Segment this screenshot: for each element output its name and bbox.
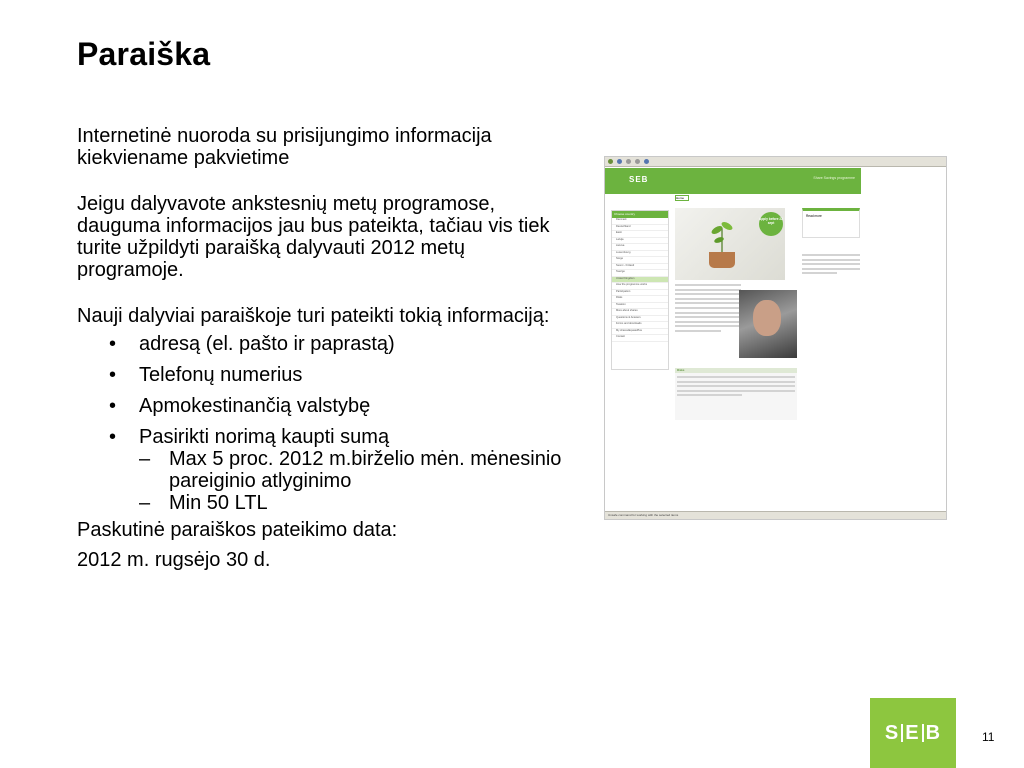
- nav-item: Taxation: [612, 303, 668, 310]
- nav-item: Contact: [612, 335, 668, 342]
- sub-bullet-min: – Min 50 LTL: [139, 492, 577, 514]
- slide-title: Paraiška: [77, 36, 211, 72]
- logo-separator: [922, 724, 924, 742]
- amount-sub-list: [139, 448, 577, 514]
- intro-text-block: [675, 284, 741, 335]
- risks-title: Risks: [675, 368, 797, 373]
- bullet-phone: • Telefonų numerius: [107, 364, 577, 386]
- country-nav: [611, 210, 669, 370]
- nav-item: Participation: [612, 290, 668, 297]
- video-text: [802, 254, 860, 277]
- logo-letter-e: E: [905, 721, 920, 744]
- bullet-address: • adresą (el. pašto ir paprastą): [107, 333, 577, 355]
- nav-item: Sverige: [612, 270, 668, 277]
- read-more-box: [802, 208, 860, 238]
- nav-item: Danmark: [612, 218, 668, 225]
- page-number: 11: [982, 730, 995, 744]
- favorites-icon: [644, 159, 649, 164]
- nav-item: Suomi - Finland: [612, 264, 668, 271]
- logo-letter-b: B: [925, 721, 942, 744]
- read-more-title: Read more: [806, 214, 822, 218]
- back-icon: [608, 159, 613, 164]
- nav-item: Questions & Answers: [612, 316, 668, 323]
- face-shape: [753, 300, 781, 336]
- bullet-amount-text: Pasirikti norimą kaupti sumą: [139, 426, 390, 448]
- deadline-label: Paskutinė paraiškos pateikimo data:: [77, 519, 398, 541]
- plant-icon: [711, 216, 733, 256]
- seb-site: [605, 168, 861, 513]
- country-nav-head: Choose country: [612, 211, 668, 218]
- nav-item: Norge: [612, 257, 668, 264]
- nav-item: More about shares: [612, 309, 668, 316]
- seb-logo: [870, 698, 956, 768]
- bullet-tax-country: • Apmokestinančią valstybę: [107, 395, 577, 417]
- forward-icon: [617, 159, 622, 164]
- home-icon: [635, 159, 640, 164]
- nav-item: United Kingdom: [612, 277, 668, 284]
- nav-item: Risks: [612, 296, 668, 303]
- site-header: [605, 168, 861, 194]
- site-tagline: Share Savings programme: [813, 176, 855, 180]
- tab-home: Home: [675, 195, 689, 201]
- nav-item: Eesti: [612, 231, 668, 238]
- paragraph-previous-participants: Jeigu dalyvavote ankstesnių metų programose, dauguma informacijos jau bus pateikta, tačiau vis tiek turite užpildyti paraišką dalyvauti 2012 metų programoje.: [77, 193, 550, 281]
- portrait-photo: [739, 290, 797, 358]
- nav-item: Deutschland: [612, 225, 668, 232]
- nav-item: Lietuva: [612, 244, 668, 251]
- browser-toolbar: [605, 157, 946, 167]
- bullet-amount: [107, 426, 577, 514]
- pot-shape: [709, 252, 735, 268]
- logo-letter-s: S: [884, 721, 900, 744]
- apply-badge: Apply before 22 sept: [759, 212, 783, 236]
- slide-body: [77, 125, 577, 571]
- refresh-icon: [626, 159, 631, 164]
- hero-image: [675, 208, 785, 280]
- nav-item: My shares/EquatePlus: [612, 329, 668, 336]
- nav-item: How the programme works: [612, 283, 668, 290]
- site-logo: SEB: [629, 175, 649, 184]
- nav-item: Latvija: [612, 238, 668, 245]
- sub-bullet-max: – Max 5 proc. 2012 m.birželio mėn. mėnesinio pareiginio atlyginimo: [139, 448, 577, 492]
- required-info-list: [107, 333, 577, 514]
- risks-box: [675, 368, 797, 420]
- nav-item: Luxembourg: [612, 251, 668, 258]
- paragraph-link-info: Internetinė nuoroda su prisijungimo informacija kiekviename pakvietime: [77, 125, 492, 169]
- deadline-value: 2012 m. rugsėjo 30 d.: [77, 549, 271, 571]
- logo-separator: [901, 724, 903, 742]
- paragraph-new-participants: Nauji dalyviai paraiškoje turi pateikti tokią informaciją:: [77, 305, 550, 327]
- website-screenshot: [604, 156, 947, 520]
- browser-status-bar: Unsafe command for working with the selected items: [605, 511, 946, 519]
- nav-item: Forms and downloads: [612, 322, 668, 329]
